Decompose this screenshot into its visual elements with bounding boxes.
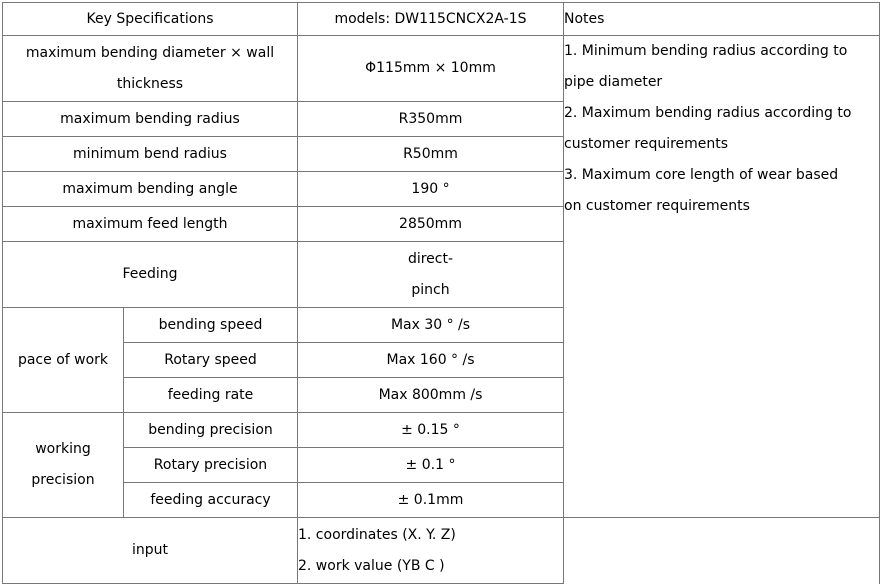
value-line: 2. work value (YB C )	[298, 557, 445, 574]
row-label-feeding: Feeding	[3, 242, 298, 308]
row-value-feeding-accuracy: ± 0.1mm	[298, 483, 564, 518]
notes-cell-bottom	[564, 518, 880, 584]
row-label-min-bend-radius: minimum bend radius	[3, 137, 298, 172]
row-value-max-bending-diameter: Φ115mm × 10mm	[298, 36, 564, 102]
row-value-input	[298, 518, 564, 584]
row-label-feeding-accuracy: feeding accuracy	[124, 483, 298, 518]
table-row	[3, 36, 880, 102]
row-label-max-feed-length: maximum feed length	[3, 207, 298, 242]
row-label-max-bending-diameter	[3, 36, 298, 102]
header-key-specifications: Key Specifications	[3, 3, 298, 36]
group-label-pace-of-work: pace of work	[3, 308, 124, 413]
row-label-max-bending-angle: maximum bending angle	[3, 172, 298, 207]
group-label-line: precision	[31, 472, 95, 488]
table-row	[3, 518, 880, 584]
row-label-bending-speed: bending speed	[124, 308, 298, 343]
row-value-max-bending-radius: R350mm	[298, 102, 564, 137]
row-label-bending-precision: bending precision	[124, 413, 298, 448]
row-value-max-feed-length: 2850mm	[298, 207, 564, 242]
note-line: customer requirements	[564, 136, 729, 152]
header-model: models: DW115CNCX2A-1S	[298, 3, 564, 36]
row-label-max-bending-radius: maximum bending radius	[3, 102, 298, 137]
row-value-rotary-precision: ± 0.1 °	[298, 448, 564, 483]
note-line: 2. Maximum bending radius according to	[564, 105, 852, 121]
row-label-feeding-rate: feeding rate	[124, 378, 298, 413]
note-line: pipe diameter	[564, 74, 663, 90]
row-value-bending-precision: ± 0.15 °	[298, 413, 564, 448]
note-line: on customer requirements	[564, 198, 750, 214]
label-line: maximum bending diameter × wall	[25, 44, 275, 61]
group-label-line: working	[35, 441, 91, 457]
row-value-max-bending-angle: 190 °	[298, 172, 564, 207]
row-value-feeding-rate: Max 800mm /s	[298, 378, 564, 413]
row-value-feeding	[298, 242, 564, 308]
group-label-working-precision	[3, 413, 124, 518]
notes-cell	[564, 36, 880, 518]
row-label-rotary-speed: Rotary speed	[124, 343, 298, 378]
row-value-rotary-speed: Max 160 ° /s	[298, 343, 564, 378]
row-label-input: input	[3, 518, 298, 584]
note-line: 3. Maximum core length of wear based	[564, 167, 839, 183]
header-row	[3, 3, 880, 36]
note-line: 1. Minimum bending radius according to	[564, 43, 848, 59]
value-line: direct-	[407, 250, 454, 267]
value-line: 1. coordinates (X. Y. Z)	[298, 526, 456, 543]
row-value-bending-speed: Max 30 ° /s	[298, 308, 564, 343]
header-notes: Notes	[564, 3, 880, 36]
value-line: pinch	[411, 281, 450, 298]
row-label-rotary-precision: Rotary precision	[124, 448, 298, 483]
row-value-min-bend-radius: R50mm	[298, 137, 564, 172]
specifications-table	[2, 2, 880, 584]
label-line: thickness	[116, 75, 184, 92]
